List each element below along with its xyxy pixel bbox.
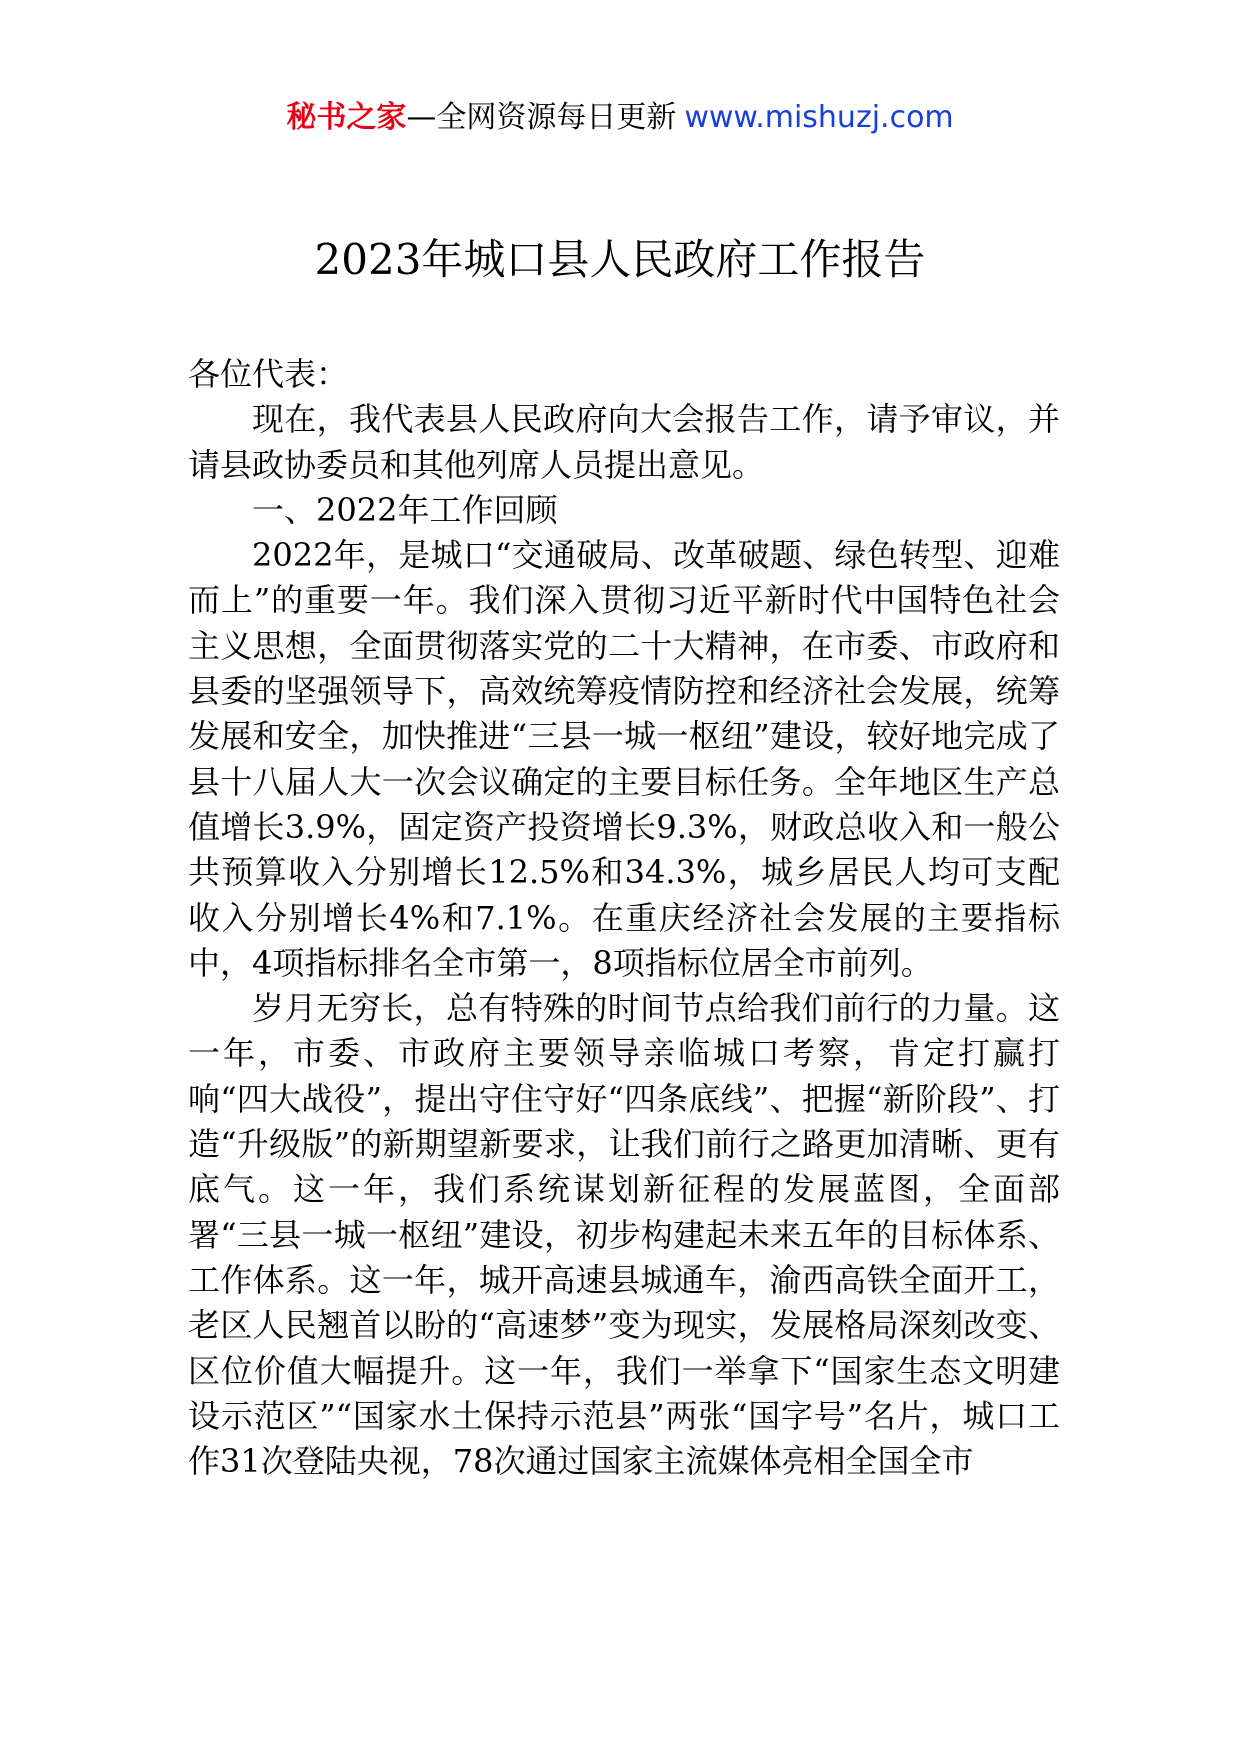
paragraph: 2022年，是城口“交通破局、改革破题、绿色转型、迎难而上”的重要一年。我们深入贯彻习近平新时代中国特色社会主义思想，全面贯彻落实党的二十大精神，在市委、市政府和县委的坚强领导下，高效统筹疫情防控和经济社会发展，统筹发展和安全，加快推进“三县一城一枢纽”建设，较好地完成了县十八届人大一次会议确定的主要目标任务。全年地区生产总值增长3.9%，固定资产投资增长9.3%，财政总收入和一般公共预算收入分别增长12.5%和34.3%，城乡居民人均可支配收入分别增长4%和7.1%。在重庆经济社会发展的主要指标中，4项指标排名全市第一，8项指标位居全市前列。 — [188, 536, 1060, 982]
paragraph: 岁月无穷长，总有特殊的时间节点给我们前行的力量。这一年，市委、市政府主要领导亲临城口考察，肯定打赢打响“四大战役”，提出守住守好“四条底线”、把握“新阶段”、打造“升级版”的新期望新要求，让我们前行之路更加清晰、更有底气。这一年，我们系统谋划新征程的发展蓝图，全面部署“三县一城一枢纽”建设，初步构建起未来五年的目标体系、工作体系。这一年，城开高速县城通车，渝西高铁全面开工，老区人民翘首以盼的“高速梦”变为现实，发展格局深刻改变、区位价值大幅提升。这一年，我们一举拿下“国家生态文明建设示范区”“国家水土保持示范县”两张“国字号”名片，城口工作31次登陆央视，78次通过国家主流媒体亮相全国全市 — [188, 989, 1060, 1481]
watermark-slogan: —全网资源每日更新 — [406, 100, 677, 135]
document-body — [188, 352, 1060, 1484]
section-heading: 一、2022年工作回顾 — [252, 490, 558, 529]
document-title: 2023年城口县人民政府工作报告 — [314, 235, 926, 284]
watermark-brand: 秘书之家 — [286, 100, 407, 135]
watermark-url[interactable]: www.mishuzj.com — [684, 100, 954, 135]
paragraph: 现在，我代表县人民政府向大会报告工作，请予审议，并请县政协委员和其他列席人员提出意见。 — [188, 400, 1060, 484]
salutation: 各位代表： — [188, 355, 349, 393]
watermark-header — [0, 98, 1240, 138]
